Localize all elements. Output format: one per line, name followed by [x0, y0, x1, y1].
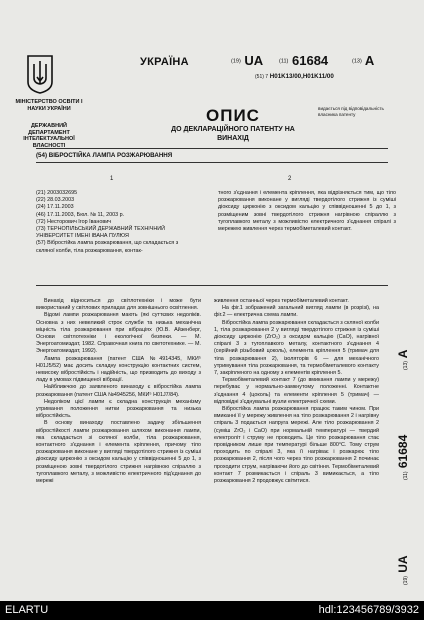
divider: [36, 162, 388, 163]
paragraph: Вібростійка лампа розжарювання працює таким чином. При вмиканні її у мережу живлення на тіло розжарювання 2 і нагрівну спіраль 3 подається напруга мережі. Але тіло розжарювання 2 (суміш ZrO₂ і CaO) при нормальній температурі — твердий електроліт і струму не проводить. Це тіло розжарювання стає провідником лише при температурі більше 800°С. Тому струм проходить по спіралі 3, яка її нагріває і розжарює тіло розжарювання 2, після чого через тіло розжарювання 2 починає проходити струм, нагріваючи його до світіння. Термобіметалевий контакт 7 розмикається і спіраль 3 вимикається, а тіло розжарювання 2 продовжує світитися.: [214, 406, 379, 485]
paragraph: В основу винаходу поставлено задачу збільшення вібростійкості лампи розжарювання шляхом виконання лампи, яка складається зі скляної колби, тіла розжарювання, контактного з'єднання і елемента кріплення, причому тіло розжарювання виконане у вигляді твердотілого стрижня із суміші діоксиду цирконію з оксидом кальцію у співвідношенні 5 до 1, з розміщеною зовні твердотілого стрижня нагрівною спіраллю з тугоплавкого металу, з можливістю електричного під'єднання до мережі: [36, 420, 201, 485]
biblio-row: (24) 17.11.2003: [36, 204, 74, 211]
biblio-row: (73) ТЕРНОПІЛЬСЬКИЙ ДЕРЖАВНИЙ ТЕХНІЧНИЙ УНІВЕРСИТЕТ ІМЕНІ ІВАНА ПУЛЮЯ: [36, 226, 165, 240]
ministry-name: МІНІСТЕРСТВО ОСВІТИ І НАУКИ УКРАЇНИ: [15, 99, 83, 112]
description-left-column: [36, 298, 201, 590]
trident-emblem-icon: [26, 54, 54, 94]
biblio-row: (72) Несторович Ігор Іванович: [36, 218, 112, 225]
document-subtitle: ДО ДЕКЛАРАЦІЙНОГО ПАТЕНТУ НА ВИНАХІД: [171, 126, 295, 142]
invention-title: (54) ВІБРОСТІЙКА ЛАМПА РОЗЖАРЮВАННЯ: [36, 152, 173, 159]
divider: [36, 285, 388, 286]
paragraph: Лампа розжарювання (патент США №4914345, МКИ⁵ Н01J5/52) має досить складну конструкцію контактних систем, невисоку вібростійкість і надійність, що призводить до виходу з ладу в умовах підвищеної вібрації.: [36, 355, 201, 384]
repository-name: ELARTU: [5, 604, 49, 616]
description-right-column: [214, 298, 379, 590]
biblio-row: (46) 17.11.2003, Бюл. № 11, 2003 р.: [36, 211, 125, 218]
paragraph: На фіг.1 зображений загальний вигляд лампи (в розрізі), на фіг.2 — електрична схема лампи.: [214, 305, 379, 319]
code-19: (19) UA: [231, 53, 264, 68]
paragraph: Відомі лампи розжарювання мають (які суттєвих недоліків. Основна з них невеликий строк служби та низька механічна міцність тіла розжарювання при вібраціях (Ю.В. Айзенберг, Основи світлотехніки і екологічної безпеки. — М. Энергоатомиздат, 1982. Справочная книга по светотехнике. — М. Энергоатомиздат, 1992).: [36, 312, 201, 355]
paragraph: Недоліком цієї лампи є складна конструкція механізму утримання положення нитки розжарювання та низька вібростійкість.: [36, 398, 201, 420]
paragraph: Винахід відноситься до світлотехніки і може бути використаний у світлових приладах для зовнішнього освітлення.: [36, 298, 201, 312]
responsibility-stamp: видається під відповідальність власника патенту: [318, 106, 384, 117]
document-type: ОПИС: [206, 106, 260, 125]
code-11: (11) 61684: [279, 53, 329, 68]
ipc-classification: (51) 7 H01K13/00,H01K11/00: [255, 73, 334, 80]
vertical-patent-code: [394, 330, 418, 585]
column-number: 2: [288, 176, 292, 182]
divider: [36, 148, 388, 149]
bibliographic-data: [36, 190, 196, 255]
handle-id[interactable]: hdl:123456789/3932: [318, 604, 419, 616]
column-number: 1: [110, 176, 114, 182]
viewer-footer: [0, 601, 424, 620]
side-code-13: (13) A: [396, 349, 410, 370]
paragraph: Термобіметалевий контакт 7 (до вмикання лампи у мережу) перебуває у нормально-замкнутому положенні. Контактне з'єднання 4 (цоколь) та елементи кріплення 5 (тримач) — відповідні з'єднувальні вузли електричної схеми.: [214, 377, 379, 405]
side-code-19: (19) UA: [396, 555, 410, 585]
paragraph: живлення останньої через термобіметалевий контакт.: [214, 298, 349, 304]
department-name: ДЕРЖАВНИЙ ДЕПАРТАМЕНТ ІНТЕЛЕКТУАЛЬНОЇ ВЛАСНОСТІ: [23, 123, 75, 149]
biblio-row: (22) 28.03.2003: [36, 197, 75, 204]
paragraph: Вібростійка лампа розжарювання складається з скляної колби 1, тіла розжарювання 2 у вигляді твердотілого стрижня із суміші діоксиду цирконію (ZrO₂) з оксидом кальцію (CaO), нагрівної спіралі 3 з тугоплавкого металу, контактного з'єднання 4 (серійний різьбовий цоколь), елемента кріплення 5 (тримач для тіла розжарювання 2), ізоляторів 6 — для механічного утримування тіла розжарювання, та термобіметалевого контакту 7, закріпленого на одному з елементів кріплення 5.: [214, 319, 379, 377]
paragraph: Найближчою до заявленого винаходу є вібростійка лампа розжарювання (патент США №4945256, МКИ⁵ Н01J7/84).: [36, 384, 201, 398]
biblio-row: (57) Вібростійка лампа розжарювання, що складається з скляної колби, тіла розжарювання, контак-: [36, 240, 179, 254]
side-code-11: (11) 61684: [396, 434, 410, 480]
claim-continuation: тного з'єднання і елемента кріплення, яка відрізняється тим, що тіло розжарювання виконане у вигляді твердотілого стрижня із суміші діоксиду цирконію з оксидом кальцію у співвідношенні 5 до 1, з розміщеним зовні твердотілого стрижня нагрівною спіраллю з тугоплавкого металу з можливістю електричного з'єднання спіралі з мережею живлення через термобіметалевий контакт.: [218, 190, 396, 233]
code-13: (13) A: [352, 53, 375, 68]
country-name: УКРАЇНА: [140, 56, 189, 68]
biblio-row: (21) 2003032695: [36, 190, 78, 196]
